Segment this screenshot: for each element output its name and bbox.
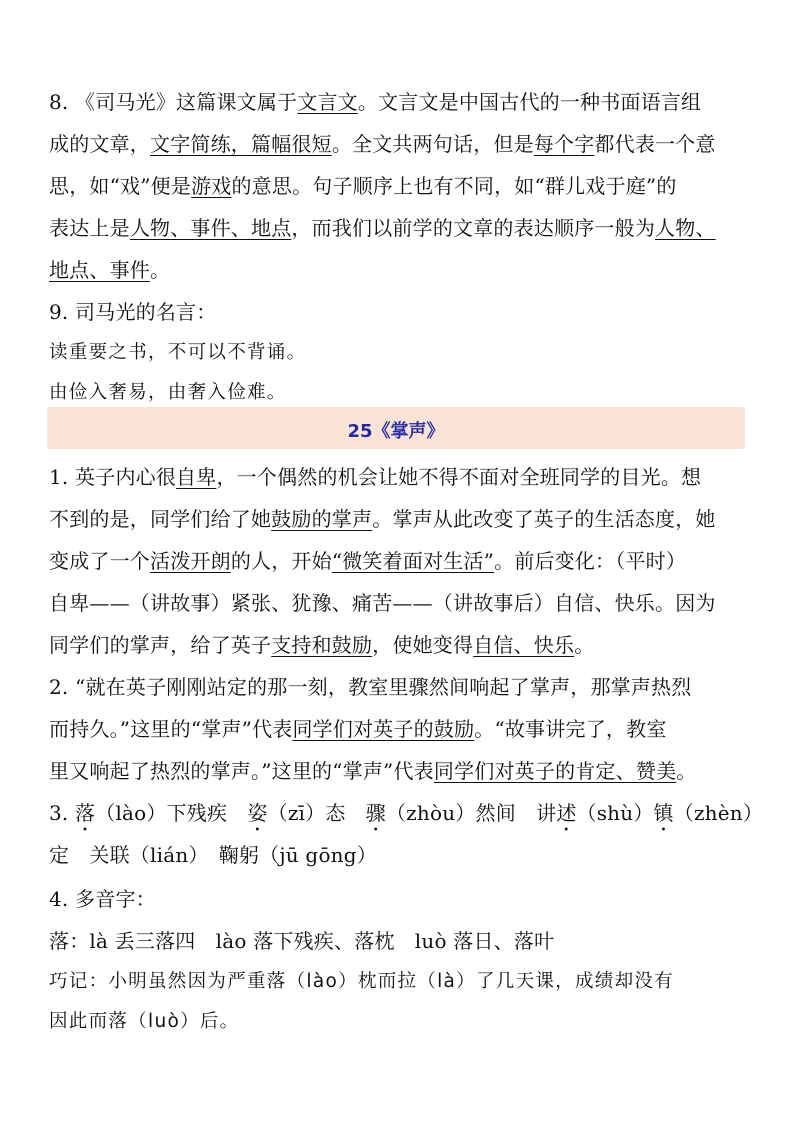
dotted-char: 骤 [365,801,386,825]
text: 而持久。”这里的“掌声”代表 [49,717,293,741]
zs-item2-line3 [49,755,749,784]
underlined-answer: 同学们对英子的鼓励 [292,717,475,741]
lesson-header [47,407,745,449]
underlined-answer: 同学们对英子的肯定、赞美 [433,759,677,783]
zs-item2-line2 [49,713,749,742]
text: 。全文共两句话，但是 [331,132,534,156]
underlined-answer: 文字简练，篇幅很短 [150,132,332,156]
text: 。文言文是中国古代的一种书面语言组 [357,90,702,114]
dotted-char: 镇 [653,801,674,825]
text: 。 [150,258,171,282]
text: 。 [676,759,697,783]
item8-line1 [49,86,749,115]
text: 变成了一个 [49,549,150,573]
underlined-answer: 每个字 [533,132,595,156]
zs-item1-line3 [49,545,749,574]
underlined-answer: 游戏 [191,174,232,198]
item8-line3 [49,170,749,199]
quote-line: 读重要之书，不可以不背诵。 [49,342,307,363]
text: 同学们的掌声，给了英子 [49,633,272,657]
lesson-title: 25《掌声》 [347,421,445,442]
quote-line: 由俭入奢易，由奢入俭难。 [49,382,287,403]
zs-item4-title: 4. 多音字： [49,887,156,911]
item9-title: 9. 司马光的名言： [49,300,217,324]
underlined-answer: 鼓励的掌声 [271,507,373,531]
text: 。“故事讲完了，教室 [474,717,667,741]
dotted-char: 姿 [247,801,268,825]
item8-line2 [49,128,749,157]
text: ，而我们以前学的文章的表达顺序一般为 [291,216,656,240]
text: ，使她变得 [372,633,474,657]
zs-item1-line1 [49,461,749,490]
underlined-answer: 人物、事件、地点 [129,216,292,240]
text: （zī）态 [267,801,366,825]
underlined-answer: 自卑 [176,465,217,489]
item8-line5 [49,254,749,283]
zs-item3-line2: 定 关联（lián） 鞠躬（jū gōng） [49,843,377,867]
text: 。掌声从此改变了英子的生活态度，她 [372,507,716,531]
underlined-answer: 文言文 [297,90,358,114]
mnemonic-line: 因此而落（luò）后。 [49,1011,240,1032]
zs-item1-line4: 自卑——（讲故事）紧张、犹豫、痛苦——（讲故事后）自信、快乐。因为 [49,591,716,615]
text: 。 [574,633,595,657]
text: ，一个偶然的机会让她不得不面对全班同学的目光。想 [216,465,702,489]
underlined-answer: 人物、 [655,216,716,240]
text: 3. [49,801,76,825]
text: 都代表一个意 [594,132,716,156]
zs-item3-line1 [49,797,764,836]
polyphone-line: 落：là 丢三落四 lào 落下残疾、落枕 luò 落日、落叶 [49,929,555,953]
mnemonic-line: 巧记：小明虽然因为严重落（lào）枕而拉（là）了几天课，成绩却没有 [49,971,674,992]
underlined-answer: 地点、事件 [49,258,150,282]
text: 表达上是 [49,216,130,240]
item8-line4 [49,212,749,241]
underlined-answer: “微笑着面对生活” [331,549,495,573]
text: （lào）下残疾 [95,801,248,825]
text: 1. 英子内心很 [49,465,177,489]
text: （shù） [576,801,654,825]
text: 的意思。句子顺序上也有不同，如“群儿戏于庭”的 [231,174,677,198]
text: 里又响起了热烈的掌声。”这里的“掌声”代表 [49,759,434,783]
zs-item2-line1: 2. “就在英子刚刚站定的那一刻，教室里骤然间响起了掌声，那掌声热烈 [49,675,692,699]
text: （zhèn） [673,801,764,825]
underlined-answer: 自信、快乐 [473,633,575,657]
text: 思，如“戏”便是 [49,174,192,198]
zs-item1-line2 [49,503,749,532]
zs-item1-line5 [49,629,749,658]
underlined-answer: 支持和鼓励 [271,633,373,657]
text: 成的文章， [49,132,150,156]
dotted-char: 述 [556,801,577,825]
text: 讲 [536,801,557,825]
underlined-answer: 活泼开朗 [150,549,231,573]
text: 不到的是，同学们给了她 [49,507,272,531]
text: （zhòu）然间 [385,801,537,825]
dotted-char: 落 [75,801,96,825]
text: 。前后变化：（平时） [494,549,687,573]
text: 的人，开始 [230,549,332,573]
text: 8. 《司马光》这篇课文属于 [49,90,298,114]
